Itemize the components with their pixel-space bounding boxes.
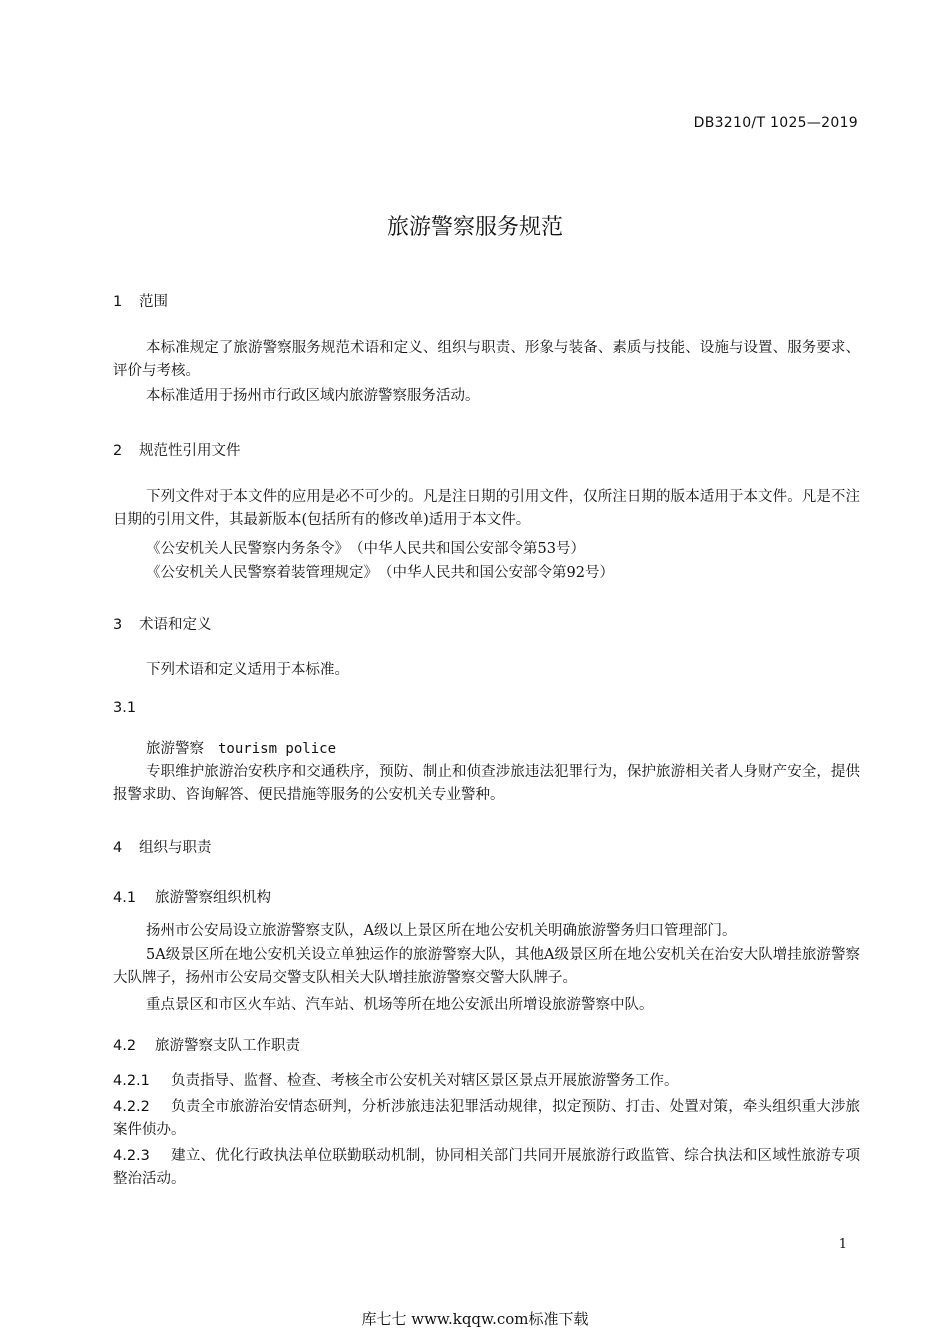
term-entry xyxy=(146,737,336,758)
clause-text: 负责全市旅游治安情态研判，分析涉旅违法犯罪活动规律，拟定预防、打击、处置对策，牵头组织重大涉旅案件侦办。 xyxy=(113,1099,860,1138)
section-4-1-heading xyxy=(113,886,271,907)
section-1-paragraph-1: 本标准规定了旅游警察服务规范术语和定义、组织与职责、形象与装备、素质与技能、设施与设置、服务要求、评价与考核。 xyxy=(113,340,860,379)
section-title: 范围 xyxy=(139,294,168,310)
section-title: 术语和定义 xyxy=(139,617,212,633)
clause-4-2-3 xyxy=(113,1145,860,1191)
clause-4-2-2 xyxy=(113,1096,860,1142)
section-3-heading xyxy=(113,613,212,634)
section-2-paragraph-1: 下列文件对于本文件的应用是必不可少的。凡是注日期的引用文件，仅所注日期的版本适用于本文件。凡是不注日期的引用文件，其最新版本(包括所有的修改单)适用于本文件。 xyxy=(113,489,860,528)
standard-code: DB3210/T 1025—2019 xyxy=(693,115,858,131)
clause-3-1-number: 3.1 xyxy=(113,700,137,716)
section-4-2-heading xyxy=(113,1034,300,1055)
section-title: 规范性引用文件 xyxy=(139,443,241,459)
clause-number: 4.2.3 xyxy=(113,1148,150,1164)
reference-1: 《公安机关人民警察内务条令》 （中华人民共和国公安部令第53号） xyxy=(146,541,585,557)
footer-watermark: 库七七 www.kqqw.com标准下载 xyxy=(361,1310,589,1328)
section-number: 4.2 xyxy=(113,1038,137,1054)
section-title: 旅游警察支队工作职责 xyxy=(155,1038,300,1054)
clause-4-2-1 xyxy=(113,1070,860,1093)
term-english: tourism police xyxy=(218,741,337,757)
section-number: 2 xyxy=(113,443,123,459)
document-title: 旅游警察服务规范 xyxy=(386,215,563,240)
section-4-1-paragraph-1: 扬州市公安局设立旅游警察支队，A级以上景区所在地公安机关明确旅游警务归口管理部门。 xyxy=(146,923,737,939)
section-4-1-paragraph-2: 5A级景区所在地公安机关设立单独运作的旅游警察大队，其他A级景区所在地公安机关在治安大队增挂旅游警察大队牌子，扬州市公安局交警支队相关大队增挂旅游警察交警大队牌子。 xyxy=(113,947,860,986)
section-title: 旅游警察组织机构 xyxy=(155,890,271,906)
section-3-paragraph-1: 下列术语和定义适用于本标准。 xyxy=(146,662,349,678)
section-2-heading xyxy=(113,439,241,460)
section-1-heading xyxy=(113,290,168,311)
section-number: 4 xyxy=(113,840,123,856)
section-4-heading xyxy=(113,836,212,857)
term-definition: 专职维护旅游治安秩序和交通秩序，预防、制止和侦查涉旅违法犯罪行为，保护旅游相关者人身财产安全，提供报警求助、咨询解答、便民措施等服务的公安机关专业警种。 xyxy=(113,764,860,803)
section-1-paragraph-2: 本标准适用于扬州市行政区域内旅游警察服务活动。 xyxy=(146,388,480,404)
section-number: 1 xyxy=(113,294,123,310)
section-number: 4.1 xyxy=(113,890,137,906)
page-number: 1 xyxy=(838,1237,847,1252)
clause-text: 建立、优化行政执法单位联勤联动机制，协同相关部门共同开展旅游行政监管、综合执法和区域性旅游专项整治活动。 xyxy=(113,1148,860,1187)
reference-2: 《公安机关人民警察着装管理规定》 （中华人民共和国公安部令第92号） xyxy=(146,565,614,581)
section-number: 3 xyxy=(113,617,123,633)
section-4-1-paragraph-3: 重点景区和市区火车站、汽车站、机场等所在地公安派出所增设旅游警察中队。 xyxy=(146,997,654,1013)
section-title: 组织与职责 xyxy=(139,840,212,856)
term-chinese: 旅游警察 xyxy=(146,741,204,757)
clause-number: 4.2.1 xyxy=(113,1073,150,1089)
clause-number: 4.2.2 xyxy=(113,1099,150,1115)
clause-text: 负责指导、监督、检查、考核全市公安机关对辖区景区景点开展旅游警务工作。 xyxy=(171,1073,679,1089)
